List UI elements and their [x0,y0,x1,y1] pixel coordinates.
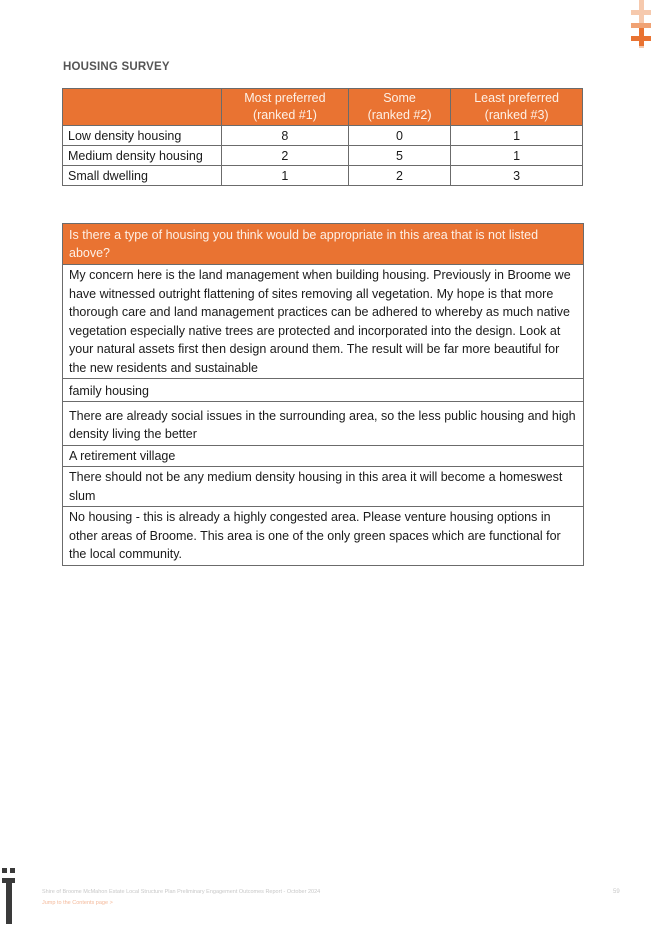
page-number: 59 [613,889,620,895]
header-least-preferred: Least preferred (ranked #3) [451,89,583,126]
cell-value: 2 [222,146,349,166]
cell-value: 1 [222,166,349,186]
response-text: There are already social issues in the surrounding area, so the less public housing and high density living the better [63,401,584,445]
footer-report-title: Shire of Broome McMahon Estate Local Structure Plan Preliminary Engagement Outcomes Report - October 2024 [42,889,321,895]
response-text: family housing [63,379,584,402]
response-text: A retirement village [63,445,584,467]
response-text: There should not be any medium density housing in this area it will become a homeswest slum [63,467,584,507]
question-header-row [63,224,584,265]
table-row [63,445,584,467]
table-row [63,379,584,402]
brand-corner-icon [629,0,653,50]
header-most-preferred: Most preferred (ranked #1) [222,89,349,126]
open-response-table [62,223,584,566]
row-label: Low density housing [63,126,222,146]
row-label: Medium density housing [63,146,222,166]
cell-value: 8 [222,126,349,146]
cell-value: 0 [348,126,450,146]
header-blank-cell [63,89,222,126]
table-row [63,507,584,566]
table-header-row [63,89,583,126]
cell-value: 1 [451,126,583,146]
header-some: Some (ranked #2) [348,89,450,126]
row-label: Small dwelling [63,166,222,186]
cell-value: 5 [348,146,450,166]
housing-survey-table [62,88,583,186]
question-text: Is there a type of housing you think would be appropriate in this area that is not listed above? [63,224,584,265]
brand-bottom-icon [0,866,18,924]
table-row [63,467,584,507]
cell-value: 2 [348,166,450,186]
table-row [63,126,583,146]
contents-link[interactable]: Jump to the Contents page > [42,900,113,906]
table-row [63,166,583,186]
response-text: No housing - this is already a highly congested area. Please venture housing options in other areas of Broome. This area is one of the only green spaces which are functional for the local community. [63,507,584,566]
cell-value: 1 [451,146,583,166]
section-title: HOUSING SURVEY [63,61,170,73]
table-row [63,401,584,445]
table-row [63,146,583,166]
cell-value: 3 [451,166,583,186]
table-row [63,265,584,379]
response-text: My concern here is the land management when building housing. Previously in Broome we have witnessed outright flattening of sites removing all vegetation. My hope is that more thorough care and land management practices can be adhered to whereby as much native vegetation especially native trees are protected and incorporated into the design. Look at your natural assets first then design around them. The result will be far more beautiful for the new residents and sustainable [63,265,584,379]
